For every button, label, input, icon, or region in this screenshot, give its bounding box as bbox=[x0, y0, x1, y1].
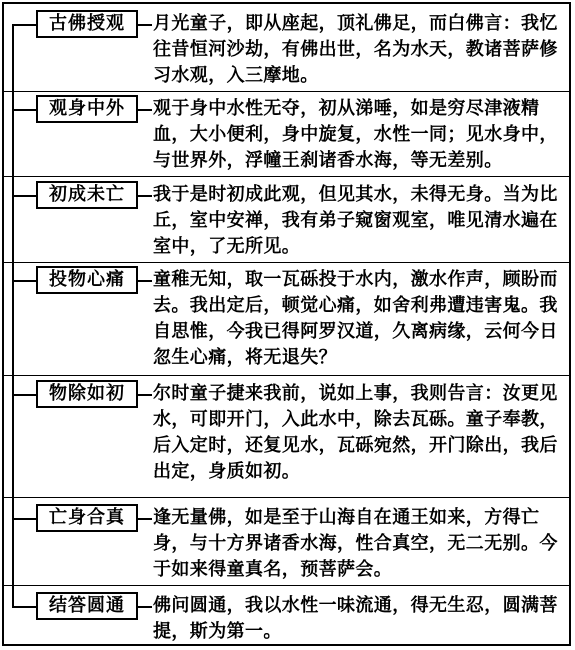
branch-line bbox=[12, 109, 36, 111]
section-divider bbox=[2, 375, 569, 376]
branch-line bbox=[12, 606, 36, 608]
section-divider bbox=[2, 585, 569, 586]
section-divider bbox=[2, 91, 569, 92]
section-label: 结答圆通 bbox=[36, 592, 138, 620]
section-label: 古佛授观 bbox=[36, 10, 138, 38]
connector-line bbox=[138, 280, 152, 282]
section-label: 亡身合真 bbox=[36, 504, 138, 532]
branch-line bbox=[12, 195, 36, 197]
branch-line bbox=[12, 280, 36, 282]
connector-line bbox=[138, 606, 152, 608]
section-text: 观于身中水性无夺，初从涕唾，如是穷尽津液精血，大小便利，身中旋复，水性一同；见水身中，与世界外，浮幢王刹诸香水海，等无差别。 bbox=[153, 98, 558, 171]
branch-line bbox=[12, 394, 36, 396]
section-text: 逢无量佛，如是至于山海自在通王如来，方得亡身，与十方界诸香水海，性合真空，无二无别。今于如来得童真名，预菩萨会。 bbox=[153, 507, 558, 580]
connector-line bbox=[138, 109, 152, 111]
connector-line bbox=[138, 195, 152, 197]
connector-line bbox=[138, 24, 152, 26]
section-text: 佛问圆通，我以水性一味流通，得无生忍，圆满菩提，斯为第一。 bbox=[153, 595, 558, 642]
section-divider bbox=[2, 262, 569, 263]
branch-line bbox=[12, 24, 36, 26]
connector-line bbox=[138, 518, 152, 520]
section-text: 童稚无知，取一瓦砾投于水内，激水作声，顾盼而去。我出定后，顿觉心痛，如舍利弗遭违害鬼。我自思惟，今我已得阿罗汉道，久离病缘，云何今日忽生心痛，将无退失？ bbox=[153, 269, 558, 368]
section-label: 投物心痛 bbox=[36, 266, 138, 294]
branch-line bbox=[12, 518, 36, 520]
section-text: 尔时童子捷来我前，说如上事，我则告言：汝更见水，可即开门，入此水中，除去瓦砾。童子奉教，后入定时，还复见水，瓦砾宛然，开门除出，我后出定，身质如初。 bbox=[153, 383, 558, 482]
section-divider bbox=[2, 497, 569, 498]
section-text: 月光童子，即从座起，顶礼佛足，而白佛言：我忆往昔恒河沙劫，有佛出世，名为水天，教诸菩萨修习水观，入三摩地。 bbox=[153, 13, 558, 86]
section-text: 我于是时初成此观，但见其水，未得无身。当为比丘，室中安禅，我有弟子窥窗观室，唯见清水遍在室中，了无所见。 bbox=[153, 184, 558, 257]
section-divider bbox=[2, 176, 569, 177]
connector-line bbox=[138, 394, 152, 396]
section-label: 观身中外 bbox=[36, 95, 138, 123]
section-label: 初成未亡 bbox=[36, 181, 138, 209]
section-label: 物除如初 bbox=[36, 380, 138, 408]
